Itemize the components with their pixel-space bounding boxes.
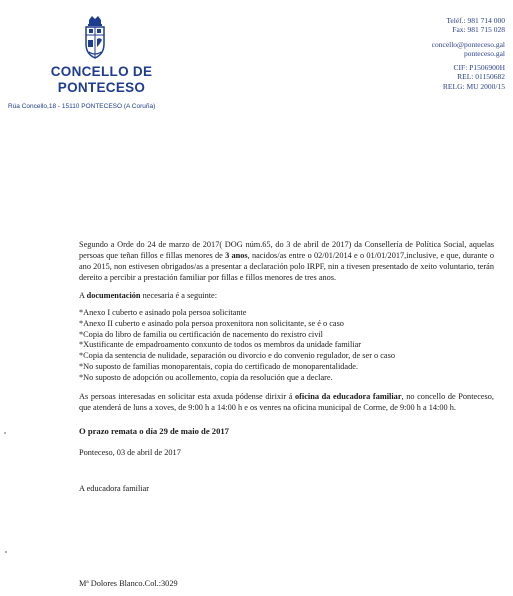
- doc-emphasis: documentación: [86, 291, 141, 300]
- list-item: *No suposto de adopción ou acollemento, copia da resolución que a declare.: [79, 372, 333, 382]
- scan-speck: [5, 551, 7, 553]
- organization-name: [44, 64, 159, 96]
- scan-speck: [4, 432, 6, 434]
- org-name-line1: CONCELLO DE: [50, 64, 153, 79]
- doc-text-start: A: [79, 291, 87, 300]
- list-item: *Copia da sentencia de nulidade, separación ou divorcio e do convenio regulador, de ser o caso: [79, 351, 395, 361]
- documentation-heading: [79, 290, 494, 301]
- intro-paragraph: [79, 239, 494, 283]
- intro-text-start: Segundo a Orde do 24 de marzo de 2017( DOG núm.65, do 3 de abril de 2017) da Consellería de Política Social, aquelas persoas que teñan fillos e fillas menores de: [79, 240, 494, 260]
- rel-text: REL: 01150682: [457, 72, 505, 82]
- author-name: Mª Dolores Blanco.Col.:3029: [79, 579, 178, 588]
- list-item: *No suposto de familias monoparentais, copia do certificado de monoparentalidade.: [79, 361, 359, 371]
- email-text: concello@ponteceso.gal: [431, 39, 505, 49]
- deadline-notice: O prazo remata o día 29 de maio de 2017: [79, 425, 229, 436]
- doc-text-end: necesaria é a seguinte:: [140, 291, 218, 300]
- phone-text: Teléf.: 981 714 000: [446, 16, 505, 25]
- list-item: *Copia do libro de familia ou certificación de nacemento do rexistro civil: [79, 329, 323, 339]
- web-text: ponteceso.gal: [463, 48, 505, 58]
- office-text-end: , no concello de Ponteceso, que atenderá de luns a xoves, de 9:00 h a 14:00 h e os venres na oficina municipal de Corme, de 9:00 h a 14:00 h.: [79, 391, 495, 412]
- contact-block: [432, 16, 505, 91]
- office-paragraph: [79, 391, 494, 413]
- list-item: *Anexo II cuberto e asinado pola persoa proxenitora non solicitante, se é o caso: [79, 318, 344, 328]
- place-date: Ponteceso, 03 de abril de 2017: [79, 447, 181, 457]
- letter-body: [79, 239, 494, 494]
- relg-text: RELG: MU 2000/15: [442, 81, 505, 91]
- office-emphasis: oficina da educadora familiar: [295, 391, 402, 401]
- organization-address: Rúa Concello,18 - 15110 PONTECESO (A Coruña): [8, 103, 156, 110]
- list-item: *Xustificante de empadroamento conxunto de todos os membros da unidade familiar: [79, 340, 362, 350]
- intro-text-end: , nacidos/as entre o 02/01/2014 e o 01/01/2017,inclusive, e que, durante o ano 2015, non estivesen obrigados/as a presentar a declaración polo IRPF, nin a tivesen presentado de xeito voluntario, terán dereito a percibir a prestación familiar por fillas e fillos menores de tres anos.: [79, 251, 494, 282]
- list-item: *Anexo I cuberto e asinado pola persoa solicitante: [79, 308, 247, 317]
- intro-age-emphasis: 3 anos: [225, 251, 248, 260]
- coat-of-arms-icon: [80, 14, 110, 62]
- documentation-list: [79, 308, 494, 384]
- org-name-line2: PONTECESO: [57, 80, 146, 95]
- fax-text: Fax: 981 715 028: [452, 25, 505, 35]
- signature-title: A educadora familiar: [79, 483, 150, 493]
- cif-text: CIF: P1506900H: [453, 63, 505, 73]
- office-text-start: As persoas interesadas en solicitar esta axuda pódense dirixir á: [79, 391, 296, 401]
